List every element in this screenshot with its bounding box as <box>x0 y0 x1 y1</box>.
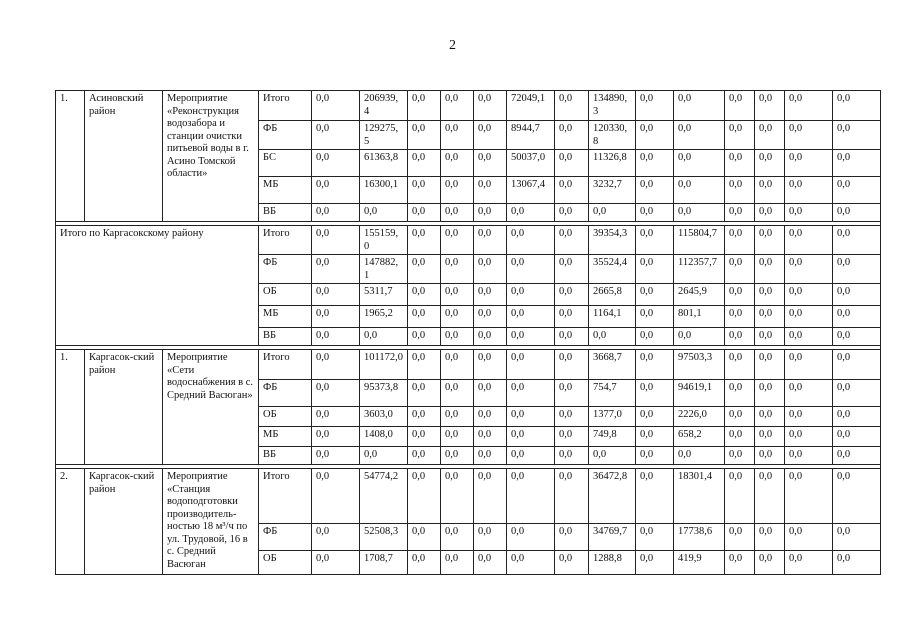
value-cell: 0,0 <box>441 407 474 427</box>
value-cell: 0,0 <box>312 306 360 328</box>
value-cell: 0,0 <box>507 427 555 447</box>
value-cell: 0,0 <box>312 255 360 284</box>
value-cell: 0,0 <box>312 328 360 346</box>
value-cell: 0,0 <box>755 204 785 222</box>
value-cell: 0,0 <box>441 447 474 465</box>
value-cell: 0,0 <box>785 551 833 575</box>
value-cell: 3232,7 <box>589 177 636 204</box>
value-cell: 0,0 <box>725 407 755 427</box>
value-cell: 0,0 <box>755 469 785 524</box>
value-cell: 0,0 <box>755 177 785 204</box>
value-cell: 0,0 <box>589 204 636 222</box>
value-cell: 0,0 <box>312 407 360 427</box>
value-cell: 0,0 <box>755 284 785 306</box>
value-cell: 0,0 <box>785 284 833 306</box>
value-cell: 0,0 <box>555 380 589 407</box>
value-cell: 0,0 <box>785 306 833 328</box>
value-cell: 0,0 <box>441 226 474 255</box>
value-cell: 5311,7 <box>360 284 408 306</box>
value-cell: 0,0 <box>555 306 589 328</box>
funding-source-cell: ВБ <box>259 204 312 222</box>
value-cell: 0,0 <box>312 204 360 222</box>
value-cell: 0,0 <box>725 226 755 255</box>
value-cell: 0,0 <box>725 177 755 204</box>
value-cell: 0,0 <box>555 121 589 150</box>
value-cell: 0,0 <box>555 255 589 284</box>
value-cell: 0,0 <box>555 350 589 380</box>
value-cell: 0,0 <box>755 306 785 328</box>
value-cell: 0,0 <box>408 328 441 346</box>
value-cell: 13067,4 <box>507 177 555 204</box>
value-cell: 0,0 <box>725 204 755 222</box>
value-cell: 115804,7 <box>674 226 725 255</box>
value-cell: 0,0 <box>441 306 474 328</box>
value-cell: 0,0 <box>474 255 507 284</box>
value-cell: 0,0 <box>589 447 636 465</box>
value-cell: 0,0 <box>755 91 785 121</box>
value-cell: 0,0 <box>555 407 589 427</box>
value-cell: 0,0 <box>589 328 636 346</box>
value-cell: 0,0 <box>312 150 360 177</box>
value-cell: 0,0 <box>507 284 555 306</box>
value-cell: 95373,8 <box>360 380 408 407</box>
table-row <box>56 350 881 380</box>
value-cell: 0,0 <box>474 407 507 427</box>
value-cell: 0,0 <box>755 328 785 346</box>
value-cell: 0,0 <box>636 177 674 204</box>
value-cell: 0,0 <box>408 204 441 222</box>
value-cell: 0,0 <box>474 226 507 255</box>
funding-source-cell: ОБ <box>259 284 312 306</box>
value-cell: 0,0 <box>755 427 785 447</box>
value-cell: 18301,4 <box>674 469 725 524</box>
value-cell: 0,0 <box>725 469 755 524</box>
value-cell: 0,0 <box>636 427 674 447</box>
value-cell: 0,0 <box>474 469 507 524</box>
value-cell: 0,0 <box>755 121 785 150</box>
value-cell: 0,0 <box>725 524 755 551</box>
value-cell: 0,0 <box>507 524 555 551</box>
value-cell: 0,0 <box>441 91 474 121</box>
value-cell: 0,0 <box>833 150 881 177</box>
row-number-cell: 1. <box>56 350 85 465</box>
value-cell: 0,0 <box>785 150 833 177</box>
district-cell: Асиновский район <box>85 91 163 222</box>
value-cell: 0,0 <box>785 427 833 447</box>
value-cell: 0,0 <box>755 150 785 177</box>
value-cell: 0,0 <box>408 380 441 407</box>
value-cell: 0,0 <box>441 204 474 222</box>
value-cell: 3668,7 <box>589 350 636 380</box>
value-cell: 0,0 <box>785 447 833 465</box>
table-row <box>56 469 881 524</box>
funding-source-cell: ВБ <box>259 328 312 346</box>
value-cell: 0,0 <box>312 380 360 407</box>
value-cell: 0,0 <box>408 284 441 306</box>
value-cell: 0,0 <box>474 427 507 447</box>
value-cell: 0,0 <box>507 204 555 222</box>
value-cell: 0,0 <box>441 255 474 284</box>
value-cell: 0,0 <box>833 284 881 306</box>
value-cell: 2645,9 <box>674 284 725 306</box>
value-cell: 0,0 <box>507 407 555 427</box>
value-cell: 0,0 <box>441 380 474 407</box>
measure-cell: Мероприятие «Сети водоснабжения в с. Средний Васюган» <box>163 350 259 465</box>
value-cell: 0,0 <box>408 91 441 121</box>
page-number: 2 <box>449 38 456 53</box>
value-cell: 0,0 <box>755 380 785 407</box>
value-cell: 0,0 <box>408 469 441 524</box>
value-cell: 0,0 <box>636 121 674 150</box>
value-cell: 0,0 <box>725 551 755 575</box>
value-cell: 0,0 <box>441 284 474 306</box>
value-cell: 0,0 <box>474 350 507 380</box>
value-cell: 0,0 <box>441 427 474 447</box>
value-cell: 0,0 <box>833 380 881 407</box>
value-cell: 0,0 <box>833 328 881 346</box>
value-cell: 129275,5 <box>360 121 408 150</box>
value-cell: 11326,8 <box>589 150 636 177</box>
value-cell: 0,0 <box>755 524 785 551</box>
value-cell: 0,0 <box>674 121 725 150</box>
value-cell: 0,0 <box>312 284 360 306</box>
district-total-label: Итого по Каргасокскому району <box>56 226 259 346</box>
value-cell: 0,0 <box>636 284 674 306</box>
value-cell: 1408,0 <box>360 427 408 447</box>
value-cell: 0,0 <box>755 447 785 465</box>
value-cell: 0,0 <box>312 427 360 447</box>
value-cell: 1708,7 <box>360 551 408 575</box>
value-cell: 0,0 <box>674 328 725 346</box>
value-cell: 155159,0 <box>360 226 408 255</box>
value-cell: 0,0 <box>555 469 589 524</box>
value-cell: 0,0 <box>636 328 674 346</box>
value-cell: 0,0 <box>507 380 555 407</box>
value-cell: 0,0 <box>785 350 833 380</box>
value-cell: 0,0 <box>408 551 441 575</box>
value-cell: 0,0 <box>674 204 725 222</box>
value-cell: 419,9 <box>674 551 725 575</box>
funding-source-cell: БС <box>259 150 312 177</box>
value-cell: 0,0 <box>441 551 474 575</box>
value-cell: 0,0 <box>785 469 833 524</box>
value-cell: 0,0 <box>312 447 360 465</box>
value-cell: 0,0 <box>725 150 755 177</box>
value-cell: 0,0 <box>441 177 474 204</box>
value-cell: 0,0 <box>833 427 881 447</box>
value-cell: 0,0 <box>833 226 881 255</box>
value-cell: 0,0 <box>833 350 881 380</box>
value-cell: 35524,4 <box>589 255 636 284</box>
value-cell: 0,0 <box>312 226 360 255</box>
funding-source-cell: МБ <box>259 177 312 204</box>
value-cell: 0,0 <box>360 204 408 222</box>
value-cell: 39354,3 <box>589 226 636 255</box>
value-cell: 801,1 <box>674 306 725 328</box>
value-cell: 0,0 <box>555 524 589 551</box>
value-cell: 0,0 <box>408 524 441 551</box>
value-cell: 0,0 <box>674 91 725 121</box>
value-cell: 120330,8 <box>589 121 636 150</box>
value-cell: 3603,0 <box>360 407 408 427</box>
value-cell: 0,0 <box>507 306 555 328</box>
measure-cell: Мероприятие «Станция водоподготовки производитель-ностью 18 м³/ч по ул. Трудовой, 16 в с. Средний Васюган <box>163 469 259 575</box>
value-cell: 72049,1 <box>507 91 555 121</box>
value-cell: 0,0 <box>833 469 881 524</box>
value-cell: 0,0 <box>833 551 881 575</box>
value-cell: 1965,2 <box>360 306 408 328</box>
value-cell: 0,0 <box>555 328 589 346</box>
funding-source-cell: ФБ <box>259 380 312 407</box>
value-cell: 0,0 <box>408 447 441 465</box>
value-cell: 0,0 <box>636 524 674 551</box>
value-cell: 0,0 <box>785 380 833 407</box>
value-cell: 0,0 <box>755 551 785 575</box>
value-cell: 0,0 <box>312 177 360 204</box>
value-cell: 0,0 <box>725 284 755 306</box>
value-cell: 0,0 <box>312 91 360 121</box>
funding-source-cell: Итого <box>259 226 312 255</box>
value-cell: 0,0 <box>441 469 474 524</box>
value-cell: 147882,1 <box>360 255 408 284</box>
value-cell: 0,0 <box>785 226 833 255</box>
value-cell: 0,0 <box>474 380 507 407</box>
value-cell: 0,0 <box>725 328 755 346</box>
value-cell: 1288,8 <box>589 551 636 575</box>
value-cell: 0,0 <box>636 91 674 121</box>
value-cell: 0,0 <box>507 551 555 575</box>
value-cell: 0,0 <box>441 150 474 177</box>
value-cell: 0,0 <box>474 447 507 465</box>
value-cell: 0,0 <box>474 150 507 177</box>
value-cell: 0,0 <box>785 121 833 150</box>
value-cell: 0,0 <box>312 121 360 150</box>
value-cell: 0,0 <box>507 350 555 380</box>
value-cell: 0,0 <box>636 204 674 222</box>
value-cell: 94619,1 <box>674 380 725 407</box>
value-cell: 0,0 <box>555 204 589 222</box>
value-cell: 0,0 <box>408 226 441 255</box>
value-cell: 0,0 <box>785 255 833 284</box>
value-cell: 0,0 <box>474 524 507 551</box>
value-cell: 97503,3 <box>674 350 725 380</box>
value-cell: 0,0 <box>555 447 589 465</box>
value-cell: 0,0 <box>636 469 674 524</box>
value-cell: 0,0 <box>555 226 589 255</box>
value-cell: 0,0 <box>755 407 785 427</box>
value-cell: 0,0 <box>555 284 589 306</box>
funding-source-cell: МБ <box>259 306 312 328</box>
value-cell: 0,0 <box>408 306 441 328</box>
value-cell: 0,0 <box>636 150 674 177</box>
value-cell: 0,0 <box>408 350 441 380</box>
value-cell: 0,0 <box>507 447 555 465</box>
value-cell: 0,0 <box>312 469 360 524</box>
value-cell: 0,0 <box>507 469 555 524</box>
funding-source-cell: ФБ <box>259 524 312 551</box>
value-cell: 0,0 <box>833 204 881 222</box>
value-cell: 2665,8 <box>589 284 636 306</box>
funding-source-cell: Итого <box>259 91 312 121</box>
value-cell: 0,0 <box>833 121 881 150</box>
funding-source-cell: ФБ <box>259 121 312 150</box>
district-cell: Каргасок-ский район <box>85 350 163 465</box>
value-cell: 0,0 <box>833 524 881 551</box>
district-cell: Каргасок-ский район <box>85 469 163 575</box>
value-cell: 0,0 <box>360 447 408 465</box>
value-cell: 0,0 <box>785 177 833 204</box>
value-cell: 0,0 <box>785 328 833 346</box>
value-cell: 0,0 <box>833 306 881 328</box>
value-cell: 0,0 <box>636 350 674 380</box>
table-row <box>56 91 881 121</box>
value-cell: 0,0 <box>636 255 674 284</box>
value-cell: 0,0 <box>441 121 474 150</box>
value-cell: 0,0 <box>555 427 589 447</box>
value-cell: 0,0 <box>408 407 441 427</box>
value-cell: 0,0 <box>725 121 755 150</box>
value-cell: 0,0 <box>408 121 441 150</box>
value-cell: 0,0 <box>785 407 833 427</box>
value-cell: 0,0 <box>408 427 441 447</box>
value-cell: 0,0 <box>833 447 881 465</box>
value-cell: 0,0 <box>833 91 881 121</box>
value-cell: 0,0 <box>636 407 674 427</box>
funding-source-cell: Итого <box>259 469 312 524</box>
value-cell: 16300,1 <box>360 177 408 204</box>
value-cell: 0,0 <box>555 551 589 575</box>
value-cell: 0,0 <box>555 150 589 177</box>
value-cell: 0,0 <box>833 255 881 284</box>
value-cell: 0,0 <box>725 380 755 407</box>
value-cell: 101172,0 <box>360 350 408 380</box>
value-cell: 0,0 <box>636 226 674 255</box>
value-cell: 0,0 <box>408 150 441 177</box>
value-cell: 0,0 <box>312 551 360 575</box>
funding-source-cell: ФБ <box>259 255 312 284</box>
value-cell: 0,0 <box>474 91 507 121</box>
value-cell: 0,0 <box>755 226 785 255</box>
value-cell: 36472,8 <box>589 469 636 524</box>
value-cell: 754,7 <box>589 380 636 407</box>
value-cell: 17738,6 <box>674 524 725 551</box>
value-cell: 0,0 <box>474 328 507 346</box>
value-cell: 52508,3 <box>360 524 408 551</box>
value-cell: 134890,3 <box>589 91 636 121</box>
value-cell: 0,0 <box>507 255 555 284</box>
value-cell: 0,0 <box>360 328 408 346</box>
row-number-cell: 1. <box>56 91 85 222</box>
funding-source-cell: ВБ <box>259 447 312 465</box>
value-cell: 0,0 <box>507 226 555 255</box>
value-cell: 112357,7 <box>674 255 725 284</box>
value-cell: 0,0 <box>474 177 507 204</box>
value-cell: 0,0 <box>474 306 507 328</box>
value-cell: 0,0 <box>474 551 507 575</box>
value-cell: 0,0 <box>674 177 725 204</box>
value-cell: 0,0 <box>312 524 360 551</box>
funding-source-cell: Итого <box>259 350 312 380</box>
value-cell: 0,0 <box>755 255 785 284</box>
table-row <box>56 226 881 255</box>
value-cell: 0,0 <box>474 284 507 306</box>
budget-table <box>55 90 881 575</box>
value-cell: 0,0 <box>833 407 881 427</box>
value-cell: 1377,0 <box>589 407 636 427</box>
value-cell: 0,0 <box>441 350 474 380</box>
value-cell: 206939,4 <box>360 91 408 121</box>
value-cell: 0,0 <box>785 91 833 121</box>
value-cell: 0,0 <box>725 91 755 121</box>
value-cell: 0,0 <box>725 350 755 380</box>
value-cell: 0,0 <box>725 255 755 284</box>
value-cell: 0,0 <box>441 524 474 551</box>
value-cell: 0,0 <box>785 204 833 222</box>
value-cell: 2226,0 <box>674 407 725 427</box>
value-cell: 50037,0 <box>507 150 555 177</box>
value-cell: 0,0 <box>312 350 360 380</box>
value-cell: 0,0 <box>725 427 755 447</box>
value-cell: 0,0 <box>636 447 674 465</box>
value-cell: 34769,7 <box>589 524 636 551</box>
value-cell: 0,0 <box>474 204 507 222</box>
value-cell: 0,0 <box>755 350 785 380</box>
value-cell: 0,0 <box>408 177 441 204</box>
value-cell: 54774,2 <box>360 469 408 524</box>
value-cell: 0,0 <box>833 177 881 204</box>
funding-source-cell: ОБ <box>259 407 312 427</box>
funding-source-cell: МБ <box>259 427 312 447</box>
value-cell: 1164,1 <box>589 306 636 328</box>
value-cell: 658,2 <box>674 427 725 447</box>
measure-cell: Мероприятие «Реконструкция водозабора и станции очистки питьевой воды в г. Асино Томской области» <box>163 91 259 222</box>
value-cell: 0,0 <box>636 380 674 407</box>
value-cell: 0,0 <box>725 306 755 328</box>
value-cell: 0,0 <box>674 150 725 177</box>
value-cell: 0,0 <box>474 121 507 150</box>
value-cell: 0,0 <box>636 551 674 575</box>
value-cell: 61363,8 <box>360 150 408 177</box>
value-cell: 0,0 <box>555 91 589 121</box>
value-cell: 0,0 <box>408 255 441 284</box>
row-number-cell: 2. <box>56 469 85 575</box>
value-cell: 0,0 <box>636 306 674 328</box>
value-cell: 749,8 <box>589 427 636 447</box>
value-cell: 0,0 <box>555 177 589 204</box>
value-cell: 0,0 <box>507 328 555 346</box>
value-cell: 0,0 <box>725 447 755 465</box>
funding-source-cell: ОБ <box>259 551 312 575</box>
value-cell: 0,0 <box>441 328 474 346</box>
value-cell: 0,0 <box>785 524 833 551</box>
value-cell: 0,0 <box>674 447 725 465</box>
value-cell: 8944,7 <box>507 121 555 150</box>
